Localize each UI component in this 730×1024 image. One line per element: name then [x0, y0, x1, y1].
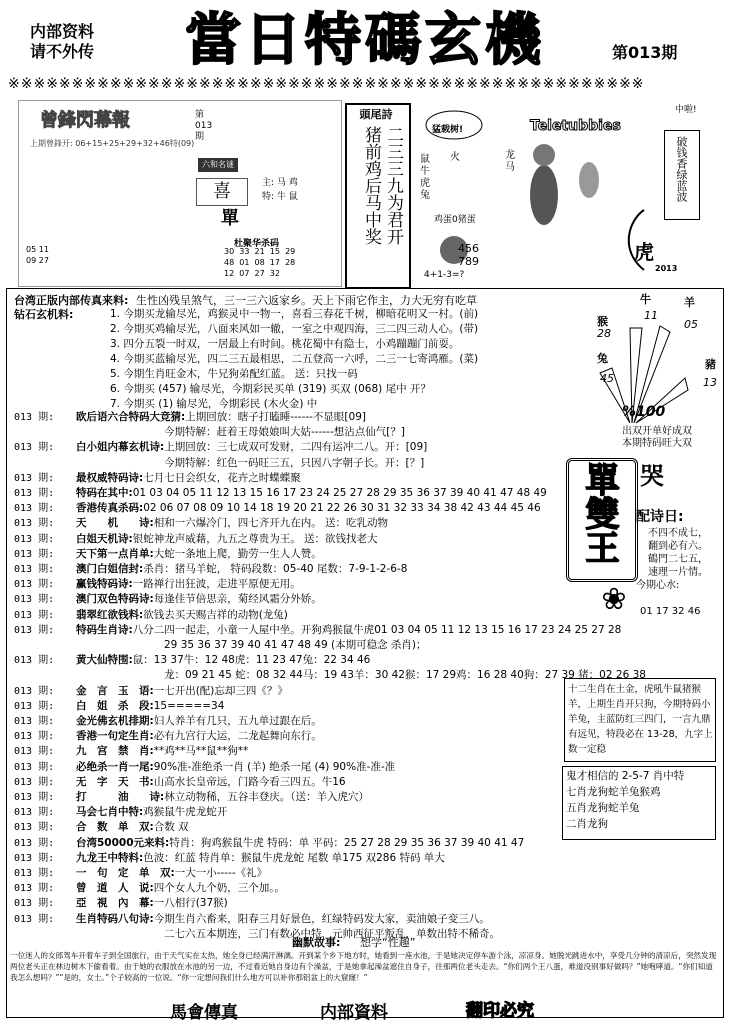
row-label: 曾 道 人 说:: [76, 882, 154, 895]
poem2-line-2: 翻到必有六。: [648, 541, 708, 552]
row-content: 今期特解：赶着王母娘娘叫大姑------想沾点仙气[？]: [164, 426, 405, 439]
row-period: 013 期:: [14, 442, 55, 454]
ghost-box-content: [566, 768, 716, 832]
row-period: 013 期:: [14, 776, 55, 788]
odd-even-line-2: 本期特码旺大双: [622, 438, 692, 449]
row-label: 金光佛玄机排期:: [76, 715, 154, 727]
cartoon-equation: 4+1-3=?: [424, 270, 465, 280]
row-label: 白姐天机诗:: [76, 532, 133, 545]
story-text: 一位迷人的女郎驾车开着车子到全国旅行，由于天气实在太热，她全身已经满汗淋漓。开到某个乡下地方时，她看到一座水池，于是她决定停车游个泳，凉凉身。她脱光跳进水中，享受几分钟的清凉后，突然发现两位老头正在林边树木下偷看着。由于她的衣服放在水池的另一边，不过看近她自身边有个澡盆，于是她拿起澡盆遮住自身子，往那两位老头走去。“你们两个王八蛋，难道没别事好做吗？”她咆哮道。“你们知道我怎么想吗？”“是的，女士。”个子较高的一位说。“你一定想问我们什么地方可以补你那铝盆上的大窟窿！”: [10, 951, 717, 982]
medallion-icon: ❀: [601, 582, 627, 617]
row-label: 生肖特码八句诗:: [76, 912, 154, 925]
prediction-row: [14, 836, 524, 851]
row-label: 澳门双色特码诗:: [76, 593, 154, 606]
prediction-row: [14, 410, 366, 425]
row-period: 013 期:: [14, 624, 55, 636]
row-label: 翡翠红欲钱料:: [76, 608, 144, 621]
prediction-row: [14, 881, 285, 896]
diamond-line-7: 7. 今期买 (1) 输尽光，今期彩民 (木火金) 中: [110, 398, 318, 410]
ghost-line-4: 二肖龙狗: [566, 818, 608, 830]
prediction-row: [14, 501, 541, 516]
ghost-line-2: 七肖龙狗蛇羊兔猴鸡: [566, 786, 661, 798]
row-label: 台湾50000元来料:: [76, 836, 170, 849]
percent-100: %100: [622, 404, 666, 420]
row-label: 无 字 天 书:: [76, 775, 154, 788]
zodiac-num-05: 05: [684, 318, 698, 331]
row-content: 上期回放：瞎子打瞌睡------不显眼[09]: [185, 411, 366, 423]
row-period: 013 期:: [14, 792, 55, 803]
row-content: 02 06 07 08 09 10 14 18 19 20 21 22 26 30 31 32 33 34 38 42 43 44 45 46: [143, 502, 541, 515]
poem-column-a: 二三三九为君开: [383, 126, 403, 245]
diamond-line-2: 2. 今期买鸡输尽光，八面来风如一辙，一室之中观四海，三二四三动人心。(带): [110, 323, 479, 335]
row-content: 四个女人九个奶，三个加。。: [153, 882, 285, 895]
mini-flyer-bottom: [26, 244, 49, 266]
cartoon-right-text: 龙马: [505, 150, 515, 173]
row-label: 香港传真杀码:: [76, 502, 144, 515]
row-content: 今期生肖六畜来，阳春三月好景色，红绿特码发大家，卖油娘子变三八。: [153, 912, 490, 925]
row-content: 鸡猴鼠牛虎龙蛇开: [143, 806, 228, 819]
ghost-line-1: 鬼才相信的 2-5-7 肖中特: [566, 770, 685, 782]
footer-right: 翻印必究: [466, 1001, 534, 1021]
row-content: 山高水长皇帝远，门路今看三四五。牛16: [153, 775, 346, 788]
teletubby-body-icon: [530, 165, 558, 225]
mini-flyer-issue-label: 第: [195, 110, 205, 120]
row-content: 大蛇一条地上爬，勤劳一生人人赞。: [153, 547, 322, 560]
cartoon-tiger: 虎: [634, 240, 654, 264]
row-period: 013 期:: [14, 883, 55, 895]
zodiac-hou: 猴: [597, 315, 608, 328]
prediction-row: [14, 729, 322, 744]
prediction-row: [14, 820, 189, 835]
cartoon-title: Teletubbies: [530, 118, 621, 134]
header-left-notice: [30, 22, 94, 62]
row-label: 一 句 定 单 双:: [76, 867, 175, 879]
row-label: 欧后语六合特码大竞猜:: [76, 411, 186, 423]
cartoon-numbers: [458, 242, 479, 268]
zodiac-zhu: 豬: [705, 358, 716, 371]
mini-flyer-line: 上期曾鋒开: 06+15+25+29+32+46特(09): [30, 139, 195, 148]
prediction-row: [14, 744, 248, 759]
cartoon-ok: 中啦!: [675, 105, 697, 115]
prediction-row: [14, 623, 621, 638]
row-label: 马会七肖中特:: [76, 806, 144, 819]
diamond-line-5: 5. 今期生肖旺金木，牛兄狗弟配红蓝。 送：只找一码: [110, 368, 358, 380]
prediction-row: [14, 805, 227, 820]
prediction-row: [14, 790, 369, 805]
diamond-line-1: 1. 今期买龙输尽光，鸡猴灵中一物一，喜看三春花千树，柳暗花明又一村。(前): [110, 308, 479, 320]
story-subtitle: 想学“性趣”: [360, 936, 416, 949]
prediction-row: [14, 547, 322, 562]
teletubby-head-icon: [533, 144, 555, 166]
poem-column-b: 猪前鸡后马中奖: [361, 126, 381, 245]
cartoon-hi: 猛载树!: [432, 125, 464, 135]
prediction-row: [14, 714, 322, 729]
row-period: 013 期:: [14, 503, 55, 515]
row-label: 最权威特码诗:: [76, 471, 144, 484]
row-content: 杀肖：猪马羊蛇， 特码段数：05-40 尾数：7-9-1-2-6-8: [143, 563, 408, 575]
row-label: 特码生肖诗:: [76, 623, 133, 636]
row-label: 合 数 单 双:: [76, 821, 154, 834]
mini-flyer-issue-num: 013: [195, 121, 213, 131]
cartoon-left-text: 鼠牛虎兔: [420, 154, 430, 201]
zodiac-tu: 兔: [597, 352, 608, 365]
zodiac-num-11: 11: [644, 309, 658, 322]
row-period: 013 期:: [14, 852, 55, 864]
row-period: 013 期:: [14, 746, 55, 758]
star-divider: ※※※※※※※※※※※※※※※※※※※※※※※※※※※※※※※※※※※※※※※※※※※※※※※※※※: [8, 76, 645, 92]
prediction-row: [14, 516, 388, 531]
prediction-row: [14, 577, 301, 592]
row-content: 15=====34: [153, 699, 225, 712]
prediction-row: [14, 775, 346, 790]
prediction-row: [14, 440, 427, 455]
row-label: 九 宫 禁 肖:: [76, 745, 154, 758]
mini-flyer-zhu: [262, 176, 298, 204]
row-period: 013 期:: [14, 761, 55, 773]
row-label: 九龙王中特料:: [76, 851, 144, 864]
row-period: 013 期:: [14, 472, 55, 484]
row-content: 01 03 04 05 11 12 13 15 16 17 23 24 25 27 28 29 35 36 37 39 40 41 47 48 49: [132, 487, 547, 499]
cartoon-foot: 鸡蛋0猪蛋: [434, 215, 476, 225]
row-label: 白 姐 杀 段:: [76, 699, 154, 712]
row-period: 013 期:: [14, 579, 55, 591]
header-left-line1: 内部资料: [30, 22, 95, 41]
prediction-row: [14, 532, 378, 547]
row-content: 色波：红蓝 特肖单：猴鼠牛虎龙蛇 尾数 单175 双286 特码 单大: [143, 851, 445, 864]
prediction-row: [14, 684, 288, 699]
fancy-glyph: 哭: [640, 462, 664, 490]
prediction-row: [14, 653, 370, 668]
mini-flyer-zhu-1: 主: 马 鸡: [262, 178, 298, 188]
prediction-row: [14, 851, 445, 866]
prediction-row: [14, 486, 547, 501]
row-label: 亞 視 內 幕:: [76, 897, 154, 910]
row-content: 二七六五本期连，三门有数必中特，元帅西征平叛乱，单数出特不稀奇。: [164, 927, 500, 940]
cartoon-num-b: 789: [458, 255, 479, 268]
row-label: 澳门白姐信封:: [76, 563, 144, 575]
poem2-title: 配诗日:: [636, 509, 684, 525]
row-period: 013 期:: [14, 594, 55, 606]
row-content: 29 35 36 37 39 40 41 47 48 49 (本期可稳念 杀肖)；: [164, 639, 427, 651]
row-period: 013 期:: [14, 655, 55, 667]
row-label: 必绝杀一肖一尾:: [76, 760, 154, 773]
prediction-row: [14, 760, 395, 775]
intro-a-text: 生性凶残呈煞气，三一三六返家乡。天上下雨它作主，力大无穷有吃草: [136, 294, 477, 307]
row-content: 龙：09 21 45 蛇：08 32 44马：19 43羊：30 42猴：17 29鸡：16 28 40狗：27 39 猪：02 26 38: [164, 669, 646, 682]
footer-middle: 内部資料: [320, 1003, 388, 1023]
row-period: 013 期:: [14, 822, 55, 834]
poem2-line-1: 不四不成七，: [648, 528, 708, 539]
intro-a-label: 台湾正版内部传真来料:: [14, 294, 129, 307]
row-label: 天 机 诗:: [76, 517, 154, 530]
mini-flyer-issue: [195, 110, 212, 143]
mini-flyer-dan: 單: [221, 208, 239, 229]
zodiac-num-13: 13: [703, 376, 717, 389]
row-period: 013 期:: [14, 518, 55, 530]
poem2-line-3: 鶴門二七五，: [648, 554, 708, 565]
row-period: 013 期:: [14, 609, 55, 621]
prediction-row: [14, 592, 322, 607]
row-content: 银蛇神龙声威藉，九五之尊贵为王。 送：欲钱找老大: [132, 532, 378, 545]
zodiac-yang: 羊: [684, 296, 695, 309]
row-content: 鼠：13 37牛：12 48虎：11 23 47兔：22 34 46: [132, 654, 371, 667]
prediction-row: [14, 699, 224, 714]
row-label: 打 油 诗:: [76, 791, 165, 803]
header-left-line2: 请不外传: [30, 42, 95, 61]
row-content: 必有九宫行大运，二龙起舞向东行。: [153, 730, 322, 743]
prediction-row: [14, 927, 500, 942]
mini-flyer-grid: 30 33 21 15 29 48 01 08 17 28 12 07 27 32: [224, 247, 296, 278]
row-period: 013 期:: [14, 700, 55, 712]
row-content: 特肖：狗鸡猴鼠牛虎 特码：单 平码：25 27 28 29 35 36 37 39 40 41 47: [169, 836, 525, 849]
prediction-row: [14, 866, 267, 881]
diamond-line-6: 6. 今期买 (457) 输尽光，今期彩民买单 (319) 买双 (068) 尾中 开？: [110, 383, 431, 395]
row-label: 特码在其中:: [76, 487, 133, 499]
issue-number: 第013期: [612, 43, 678, 62]
row-period: 013 期:: [14, 716, 55, 727]
mini-flyer-issue-unit: 期: [195, 132, 205, 142]
prediction-row: [14, 912, 490, 927]
poem2-numbers: 01 17 32 46: [640, 606, 701, 617]
row-label: 天下第一点肖单:: [76, 547, 154, 560]
row-period: 013 期:: [14, 913, 55, 925]
mini-flyer-title: 曾鋒閃幕報: [40, 110, 130, 131]
diamond-line-3: 3. 四分五裂一时双，一居最上有时间。桃花蜀中有隐士，小鸡蹦蹦门前耍。: [110, 338, 460, 350]
ribbon-text: 破钱香绿蓝波: [675, 136, 688, 202]
page-title: 當日特碼玄機: [185, 7, 545, 73]
row-label: 金 言 玉 语:: [76, 684, 154, 697]
row-period: 013 期:: [14, 488, 55, 499]
prediction-row: [14, 471, 301, 486]
row-content: 八分二四一起走，小童一人屋中坐。开狗鸡猴鼠牛虎01 03 04 05 11 12 13 15 16 17 23 24 25 27 28: [132, 623, 622, 636]
row-label: 香港一句定生肖:: [76, 730, 154, 743]
row-content: 一七开出(配)忘却三四《？》: [153, 684, 288, 697]
zodiac-num-45: 45: [600, 372, 614, 385]
row-content: 林立动物稀，五谷丰登庆。（送：羊入虎穴）: [164, 791, 369, 803]
prediction-row: [14, 638, 427, 653]
poem-title: 頭尾詩: [359, 108, 393, 121]
row-period: 013 期:: [14, 731, 55, 743]
row-content: 一八相行(37猴): [153, 897, 228, 910]
row-content: 合数 双: [153, 821, 189, 834]
row-content: 上期回放：三七成双可发财，二四有运冲二八。开：[09]: [164, 441, 428, 454]
row-period: 013 期:: [14, 685, 55, 697]
poem2-heart: 今期心水:: [636, 580, 680, 591]
row-period: 013 期:: [14, 868, 55, 879]
prediction-row: [14, 456, 424, 471]
row-period: 013 期:: [14, 837, 55, 849]
row-content: 七月七日会织女，花卉之时蝶蝶聚: [143, 471, 301, 484]
mini-flyer-xi: 喜: [196, 178, 248, 206]
row-label: 黄大仙特围:: [76, 654, 133, 667]
prediction-row: [14, 562, 407, 577]
row-content: 妇人养羊有几只，五九单过跟在后。: [153, 715, 322, 727]
story-title: 幽默故事:: [292, 936, 341, 949]
mini-flyer-tag: 六和名谜: [198, 158, 238, 172]
row-content: 每逢佳节倍思亲，菊经风霜分外娇。: [153, 593, 322, 606]
row-label: 赢钱特码诗:: [76, 578, 133, 591]
row-label: 白小姐内幕玄机诗:: [76, 441, 165, 454]
prediction-row: [14, 425, 405, 440]
row-content: **鸡**马**鼠**狗**: [153, 745, 249, 758]
row-content: 今期特解：红色一码旺三五，只因八字朝子长。开：[？]: [164, 456, 425, 469]
zodiac-num-28: 28: [597, 327, 611, 340]
poem2-line-4: 速理一片情。: [648, 567, 708, 578]
row-period: 013 期:: [14, 412, 55, 423]
teletubby-small-icon: [579, 162, 599, 198]
ghost-line-3: 五肖龙狗蛇羊兔: [566, 802, 640, 814]
cartoon-mid-text: 火: [450, 152, 460, 163]
diamond-line-4: 4. 今期买蓝输尽光，四二三五最相思，二五登高一六呼，二三一七寄鸿雁。(菜): [110, 353, 479, 365]
row-period: 013 期:: [14, 898, 55, 910]
row-period: 013 期:: [14, 548, 55, 560]
prediction-row: [14, 896, 228, 911]
mini-flyer-grid-title: 杜聚华杀码: [234, 239, 280, 249]
row-content: 欲钱去买天赐吉祥的动物(龙兔): [143, 608, 288, 621]
cartoon-num-a: 456: [458, 242, 479, 255]
row-content: 相和一六爆冷门，四七齐开九在内。 送：吃乳动物: [153, 517, 389, 530]
mini-flyer-bottom-2: 09 27: [26, 256, 49, 265]
mini-flyer-zhu-2: 特: 牛 鼠: [262, 192, 298, 202]
footer-left: 馬會傳真: [170, 1003, 238, 1023]
row-content: 一路禅行出狂波，走进平原便无用。: [132, 578, 301, 591]
prediction-row: [14, 668, 646, 683]
row-content: 90%准-准绝杀一肖 (羊) 绝杀一尾 (4) 90%准-准-准: [153, 760, 396, 773]
text-box-content: 十二生肖在土金，虎吼牛鼠猪猴羊，上期生肖开只狗，今期特码小羊兔，主蓝防红三四门，一言九鼎有远见，特段必在 13-28，九字上数一定稳: [568, 684, 713, 755]
prediction-row: [14, 608, 288, 623]
odd-even-line-1: 出双开单好成双: [622, 426, 692, 437]
seal-text: 單雙王: [579, 462, 619, 564]
row-content: 一大一小-----《礼》: [174, 867, 268, 879]
zodiac-niu: 牛: [640, 293, 651, 306]
intro-b-label: 钻石玄机料:: [14, 308, 74, 321]
row-period: 013 期:: [14, 807, 55, 819]
row-period: 013 期:: [14, 564, 55, 575]
mini-flyer-bottom-1: 05 11: [26, 245, 49, 254]
row-period: 013 期:: [14, 533, 55, 545]
cartoon-tiger-year: 2013: [655, 264, 678, 273]
